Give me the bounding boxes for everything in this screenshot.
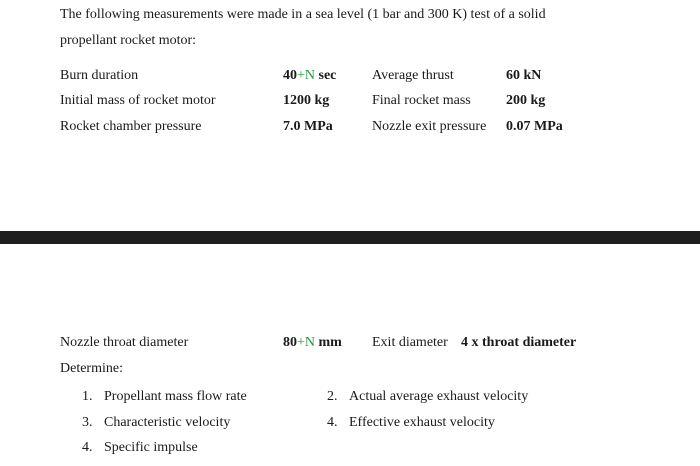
list-item: 4. Effective exhaust velocity — [327, 415, 495, 430]
list-item: 3. Characteristic velocity — [82, 415, 231, 430]
intro-line-1: The following measurements were made in a sea level (1 bar and 300 K) test of a solid — [60, 7, 546, 22]
list-item: 1. Propellant mass flow rate — [82, 389, 247, 404]
section-divider — [0, 231, 700, 244]
final-mass-label: Final rocket mass — [372, 93, 471, 108]
throat-diameter-value: 80+N mm — [283, 335, 342, 350]
intro-line-2: propellant rocket motor: — [60, 33, 197, 48]
chamber-pressure-value: 7.0 MPa — [283, 119, 333, 134]
exit-diameter-label: Exit diameter — [372, 335, 448, 350]
exit-diameter-value: 4 x throat diameter — [461, 335, 577, 350]
determine-heading: Determine: — [60, 361, 123, 376]
exit-pressure-value: 0.07 MPa — [506, 119, 563, 134]
burn-duration-label: Burn duration — [60, 68, 139, 83]
burn-duration-value: 40+N sec — [283, 68, 337, 83]
variable-n: +N — [297, 335, 316, 350]
list-item: 2. Actual average exhaust velocity — [327, 389, 529, 404]
exit-pressure-label: Nozzle exit pressure — [372, 119, 487, 134]
average-thrust-value: 60 kN — [506, 68, 542, 83]
variable-n: +N — [297, 68, 316, 83]
average-thrust-label: Average thrust — [372, 68, 454, 83]
list-item: 4. Specific impulse — [82, 440, 198, 455]
initial-mass-label: Initial mass of rocket motor — [60, 93, 216, 108]
throat-diameter-label: Nozzle throat diameter — [60, 335, 189, 350]
final-mass-value: 200 kg — [506, 93, 546, 108]
chamber-pressure-label: Rocket chamber pressure — [60, 119, 202, 134]
initial-mass-value: 1200 kg — [283, 93, 330, 108]
